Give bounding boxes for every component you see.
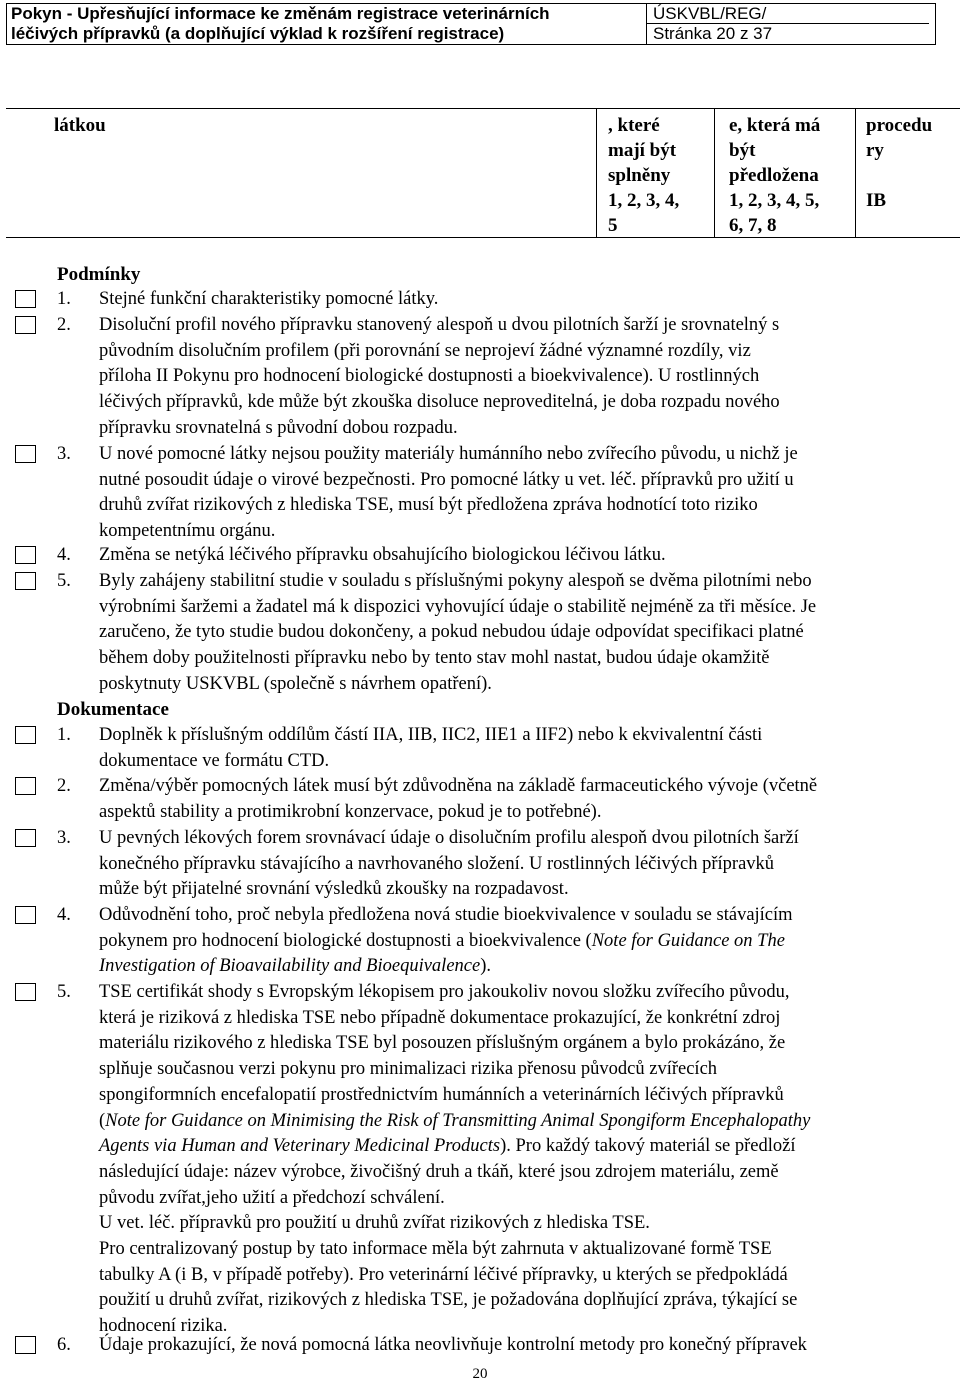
text-line: původním disolučním profilem (při porovnání se neprojeví žádné významné rozdíly, viz [99,340,751,361]
text-line: materiálu rizikového z hlediska TSE byl posouzen příslušným orgánem a bylo prokázáno, že [99,1033,786,1054]
checkbox[interactable] [15,572,36,590]
text-line: (Note for Guidance on Minimising the Risk of Transmitting Animal Spongiform Encephalopathy [99,1110,811,1131]
conditions-heading: Podmínky [57,264,141,285]
page-number: 20 [472,1366,488,1382]
table-cell-line: ry [866,140,884,161]
doc-item-text [99,980,939,1340]
doc-item-number: 2. [57,776,71,796]
text-line: U nové pomocné látky nejsou použity materiály humánního nebo zvířecího původu, u nichž je [99,444,798,464]
table-cell-documentation [714,109,855,238]
checkbox[interactable] [15,445,36,463]
checkbox[interactable] [15,726,36,744]
text-line: U vet. léč. přípravků pro použití u druhů zvířat rizikových z hlediska TSE. [99,1213,650,1234]
header-meta [653,4,933,44]
text-line: aspektů stability a protimikrobní konzervace, pokud je to potřebné). [99,801,602,822]
table-cell-line: mají být [608,140,677,161]
checkbox[interactable] [15,777,36,795]
table-cell-procedure [855,109,960,238]
checkbox[interactable] [15,983,36,1001]
table-cell-line: 1, 2, 3, 4, 5, [729,190,820,211]
text-line: která je riziková z hlediska TSE nebo případně dokumentace prokazující, že konkrétní zdroj [99,1007,781,1028]
header-doc-code: ÚSKVBL/REG/ [647,4,929,24]
documentation-heading: Dokumentace [57,699,169,720]
text-line: přípravku srovnatelná s původní dobou rozpadu. [99,417,458,438]
text-line: Změna/výběr pomocných látek musí být zdůvodněna na základě farmaceutického vývoje (včetně [99,776,818,796]
table-cell-spacer [866,163,960,188]
table-cell-line: , které [608,115,660,136]
table-cell-line: 6, 7, 8 [729,215,777,236]
text-line: TSE certifikát shody s Evropským lékopisem pro jakoukoliv novou složku zvířecího původu, [99,982,790,1002]
doc-item-text [99,826,939,903]
cond-item-text [99,543,939,569]
doc-item-number: 5. [57,982,71,1002]
cond-item-number: 5. [57,571,71,591]
text-line: Odůvodnění toho, proč nebyla předložena nová studie bioekvivalence v souladu se stávajícím [99,905,793,925]
variation-table [6,108,960,238]
cond-item-text [99,442,939,545]
text-line: U pevných lékových forem srovnávací údaje o disolučním profilu alespoň dvou pilotních šarží [99,828,799,848]
checkbox[interactable] [15,316,36,334]
doc-item-number: 6. [57,1335,71,1355]
table-cell-line: splněny [608,165,671,186]
checkbox[interactable] [15,829,36,847]
text-line: druhů zvířat rizikových z hlediska TSE, musí být předložena zpráva hodnotící toto riziko [99,495,758,516]
table-cell-line: IB [866,190,887,211]
cond-item-text [99,569,939,698]
text-line: spongiformních encefalopatií prostřednictvím humánních a veterinárních léčivých přípravků [99,1084,784,1105]
header-title [7,4,647,44]
text-line: Pro centralizovaný postup by tato informace měla být zahrnuta v aktualizované formě TSE [99,1239,772,1260]
table-cell-line: procedu [866,115,933,136]
table-cell-line: předložena [729,165,819,186]
text-line: příloha II Pokynu pro hodnocení biologické dostupnosti a bioekvivalence). U rostlinných [99,366,760,387]
text-line: tabulky A (i B, v případě potřeby). Pro veterinární léčivé přípravky, u kterých se předpokládá [99,1264,788,1285]
header-title-line1: Pokyn - Upřesňující informace ke změnám registrace veterinárních [11,4,550,23]
text-line: poskytnuty USKVBL (společně s návrhem opatření). [99,673,492,694]
text-line: během doby použitelnosti přípravku nebo by tento stav mohl nastat, budou údaje okamžitě [99,648,770,669]
text-line: původu zvířat,jeho užití a předchozí schválení. [99,1187,445,1208]
text-line: Stejné funkční charakteristiky pomocné látky. [99,289,439,309]
text-line: Byly zahájeny stabilitní studie v souladu s příslušnými pokyny alespoň se dvěma pilotními nebo [99,571,812,591]
doc-item-number: 3. [57,828,71,848]
text-line: výrobními šaržemi a žadatel má k dispozici vyhovující údaje o stabilitě nejméně za tři měsíce. Je [99,596,817,617]
doc-item-text [99,723,939,774]
table-cell-line: 5 [608,215,618,236]
checkbox[interactable] [15,1336,36,1354]
text-line: Disoluční profil nového přípravku stanovený alespoň u dvou pilotních šarží je srovnatelný s [99,315,780,335]
text-line: Údaje prokazující, že nová pomocná látka neovlivňuje kontrolní metody pro konečný přípravek [99,1335,807,1355]
text-line: použití u druhů zvířat, rizikových z hlediska TSE, je požadována doplňující zpráva, týkající se [99,1290,798,1311]
table-cell-text: látkou [54,115,106,136]
header-page-label: Stránka 20 z 37 [653,24,773,43]
text-line: hodnocení rizika. [99,1316,228,1337]
text-line: Investigation of Bioavailability and Bioequivalence). [99,956,492,977]
text-line: Agents via Human and Veterinary Medicinal Products). Pro každý takový materiál se předloží [99,1136,796,1157]
text-line: může být přijatelné srovnání výsledků zkoušky na rozpadavost. [99,879,569,900]
cond-item-number: 4. [57,545,71,565]
doc-item-text [99,1333,939,1359]
checkbox[interactable] [15,290,36,308]
table-cell-conditions [596,109,714,238]
page-header [6,3,936,45]
text-line: pokynem pro hodnocení biologické dostupnosti a bioekvivalence (Note for Guidance on The [99,930,785,951]
cond-item-text [99,287,939,313]
text-line: následující údaje: název výrobce, živočišný druh a tkáň, které jsou zdrojem materiálu, země [99,1161,779,1182]
table-cell-line: 1, 2, 3, 4, [608,190,680,211]
checkbox[interactable] [15,546,36,564]
cond-item-text [99,313,939,442]
text-line: léčivých přípravků, kde může být zkouška disoluce neproveditelná, je doba rozpadu nového [99,392,780,413]
text-line: nutné posoudit údaje o virové bezpečnosti. Pro pomocné látky u vet. léč. přípravků pro užití u [99,469,794,490]
doc-item-number: 1. [57,725,71,745]
checkbox[interactable] [15,906,36,924]
text-line: Doplněk k příslušným oddílům částí IIA, IIB, IIC2, IIE1 a IIF2) nebo k ekvivalentní části [99,725,763,745]
text-line: zaručeno, že tyto studie budou dokončeny, a pokud nebudou údaje odpovídat specifikaci platné [99,622,804,643]
header-title-line2: léčivých přípravků (a doplňující výklad k rozšíření registrace) [11,24,505,43]
doc-item-number: 4. [57,905,71,925]
text-line: Změna se netýká léčivého přípravku obsahujícího biologickou léčivou látku. [99,545,666,565]
text-line: kompetentnímu orgánu. [99,521,276,542]
doc-item-text [99,774,939,825]
text-line: konečného přípravku stávajícího a navrhovaného složení. U rostlinných léčivých přípravků [99,853,775,874]
table-cell-line: být [729,140,756,161]
table-cell-substance [6,109,596,238]
cond-item-number: 1. [57,289,71,309]
table-cell-line: e, která má [729,115,821,136]
text-line: dokumentace ve formátu CTD. [99,750,330,771]
text-line: splňuje současnou verzi pokynu pro minimalizaci rizika přenosu původců zvířecích [99,1059,718,1080]
cond-item-number: 3. [57,444,71,464]
cond-item-number: 2. [57,315,71,335]
doc-item-text [99,903,939,980]
